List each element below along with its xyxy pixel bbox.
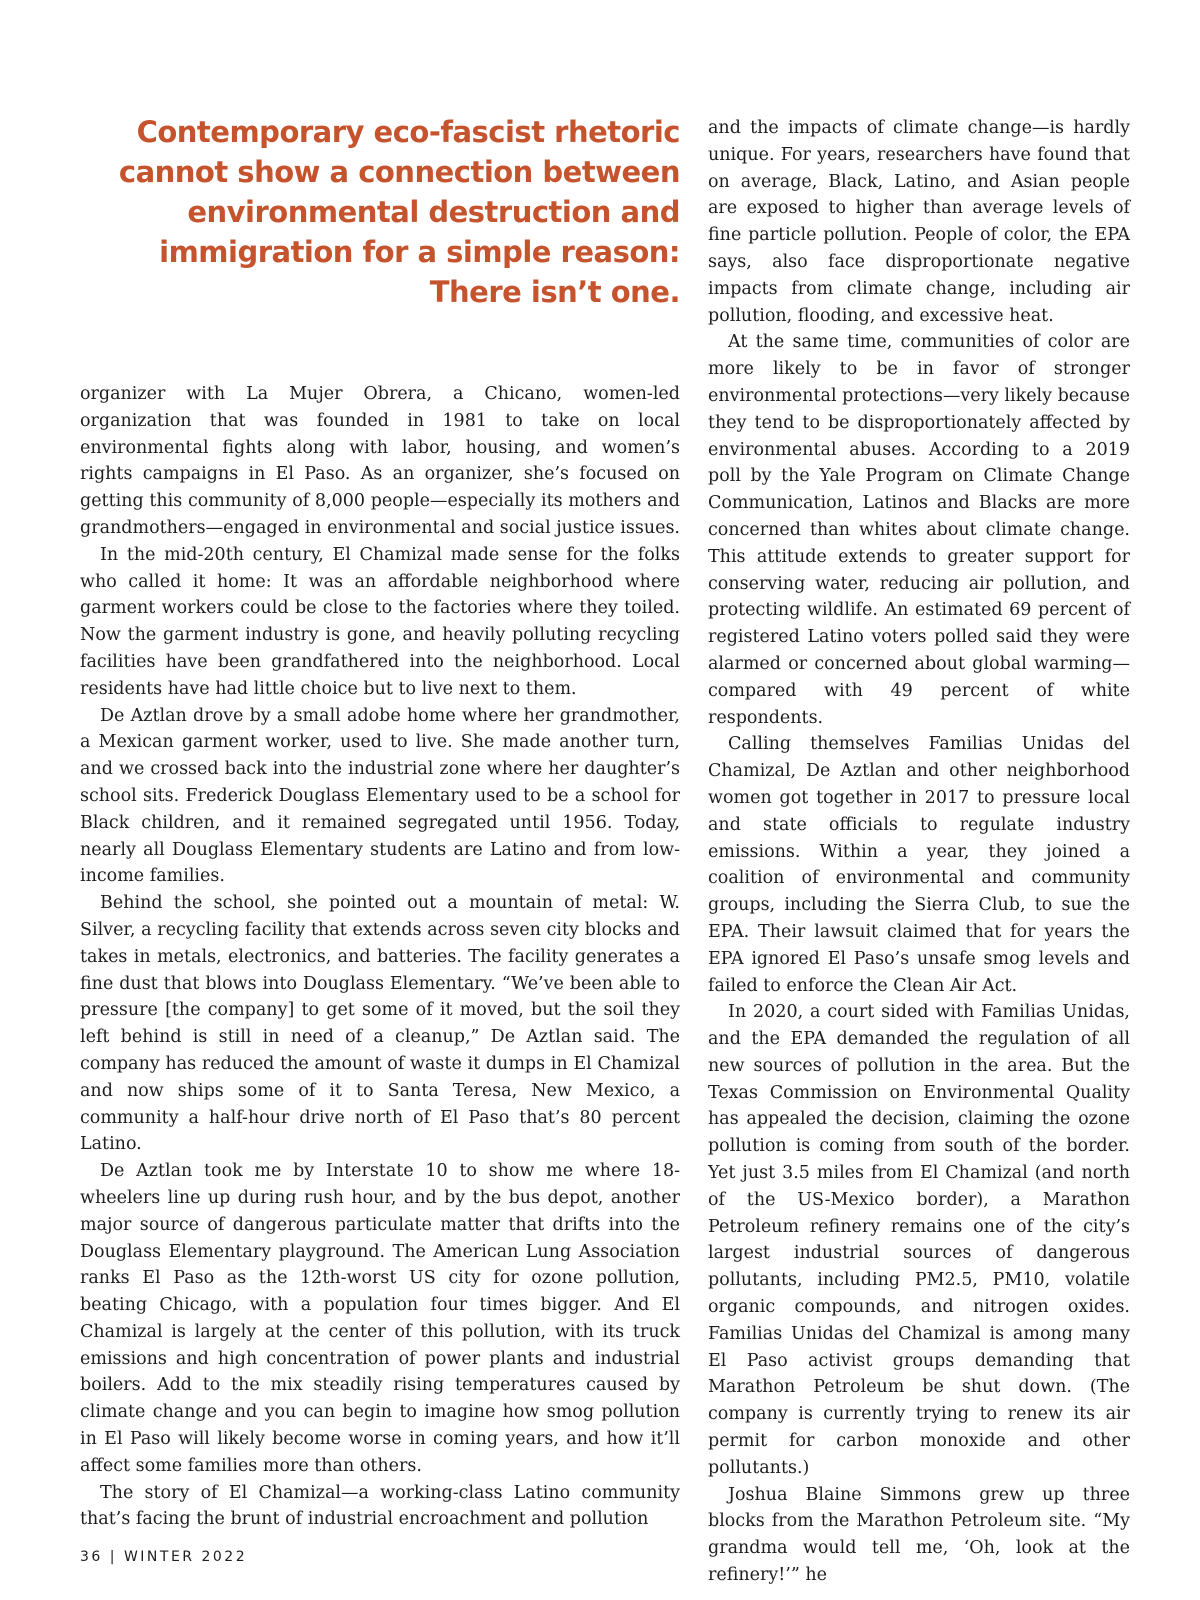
left-column bbox=[80, 381, 680, 1533]
paragraph: and the impacts of climate change—is hardly unique. For years, researchers have found that on average, Black, Latino, and Asian people are exposed to higher than average levels of fine particle pollution. People of color, the EPA says, also face disproportionate negative impacts from climate change, including air pollution, flooding, and excessive heat. bbox=[708, 118, 1130, 326]
issue-label: WINTER 2022 bbox=[123, 1549, 248, 1565]
paragraph: Calling themselves Familias Unidas del Chamizal, De Aztlan and other neighborhood women got together in 2017 to pressure local and state officials to regulate industry emissions. Within a year, they joined a coalition of environmental and community groups, including the Sierra Club, to sue the EPA. Their lawsuit claimed that for years the EPA ignored El Paso’s unsafe smog levels and failed to enforce the Clean Air Act. bbox=[708, 734, 1130, 996]
paragraph: In the mid-20th century, El Chamizal made sense for the folks who called it home: It was an affordable neighborhood where garment workers could be close to the factories where they toiled. Now the garment industry is gone, and heavily polluting recycling facilities have been grandfathered into the neighborhood. Local residents have had little choice but to live next to them. bbox=[80, 544, 680, 699]
paragraph: In 2020, a court sided with Familias Unidas, and the EPA demanded the regulation of all new sources of pollution in the area. But the Texas Commission on Environmental Quality has appealed the decision, claiming the ozone pollution is coming from south of the border. Yet just 3.5 miles from El Chamizal (and north of the US-Mexico border), a Marathon Petroleum refinery remains one of the city’s largest industrial sources of dangerous pollutants, including PM2.5, PM10, volatile organic compounds, and nitrogen oxides. Familias Unidas del Chamizal is among many El Paso activist groups demanding that Marathon Petroleum be shut down. (The company is currently trying to renew its air permit for carbon monoxide and other pollutants.) bbox=[708, 1002, 1130, 1478]
paragraph: De Aztlan took me by Interstate 10 to show me where 18-wheelers line up during rush hour, and by the bus depot, another major source of dangerous particulate matter that drifts into the Douglass Elementary playground. The American Lung Association ranks El Paso as the 12th-worst US city for ozone pollution, beating Chicago, with a population four times bigger. And El Chamizal is largely at the center of this pollution, with its truck emissions and high concentration of power plants and industrial boilers. Add to the mix steadily rising temperatures caused by climate change and you can begin to imagine how smog pollution in El Paso will likely become worse in coming years, and how it’ll affect some families more than others. bbox=[80, 1161, 680, 1476]
paragraph: The story of El Chamizal—a working-class Latino community that’s facing the brunt of industrial encroachment and pollution bbox=[80, 1482, 680, 1530]
footer-separator: | bbox=[109, 1549, 117, 1565]
right-column bbox=[708, 115, 1130, 1589]
page-number: 36 bbox=[80, 1549, 103, 1565]
paragraph: Joshua Blaine Simmons grew up three blocks from the Marathon Petroleum site. “My grandma would tell me, ‘Oh, look at the refinery!’” he bbox=[708, 1484, 1130, 1586]
paragraph: Behind the school, she pointed out a mountain of metal: W. Silver, a recycling facility that extends across seven city blocks and takes in metals, electronics, and batteries. The facility generates a fine dust that blows into Douglass Elementary. “We’ve been able to pressure [the company] to get some of it moved, but the soil they left behind is still in need of a cleanup,” De Aztlan said. The company has reduced the amount of waste it dumps in El Chamizal and now ships some of it to Santa Teresa, New Mexico, a community a half-hour drive north of El Paso that’s 80 percent Latino. bbox=[80, 893, 680, 1155]
page-footer bbox=[80, 1549, 247, 1565]
paragraph: At the same time, communities of color are more likely to be in favor of stronger environmental protections—very likely because they tend to be disproportionately affected by environmental abuses. According to a 2019 poll by the Yale Program on Climate Change Communication, Latinos and Blacks are more concerned than whites about climate change. This attitude extends to greater support for conserving water, reducing air pollution, and protecting wildlife. An estimated 69 percent of registered Latino voters polled said they were alarmed or concerned about global warming—compared with 49 percent of white respondents. bbox=[708, 332, 1130, 728]
paragraph: De Aztlan drove by a small adobe home where her grandmother, a Mexican garment worker, used to live. She made another turn, and we crossed back into the industrial zone where her daughter’s school sits. Frederick Douglass Elementary used to be a school for Black children, and it remained segregated until 1956. Today, nearly all Douglass Elementary students are Latino and from low-income families. bbox=[80, 705, 680, 887]
paragraph: organizer with La Mujer Obrera, a Chicano, women-led organization that was founded in 1981 to take on local environmental fights along with labor, housing, and women’s rights campaigns in El Paso. As an organizer, she’s focused on getting this community of 8,000 people—especially its mothers and grandmothers—engaged in environmental and social justice issues. bbox=[80, 384, 680, 538]
pull-quote: Contemporary eco-fascist rhetoric cannot show a connection between environmental destruction and immigration for a simple reason: There isn’t one. bbox=[118, 115, 680, 309]
